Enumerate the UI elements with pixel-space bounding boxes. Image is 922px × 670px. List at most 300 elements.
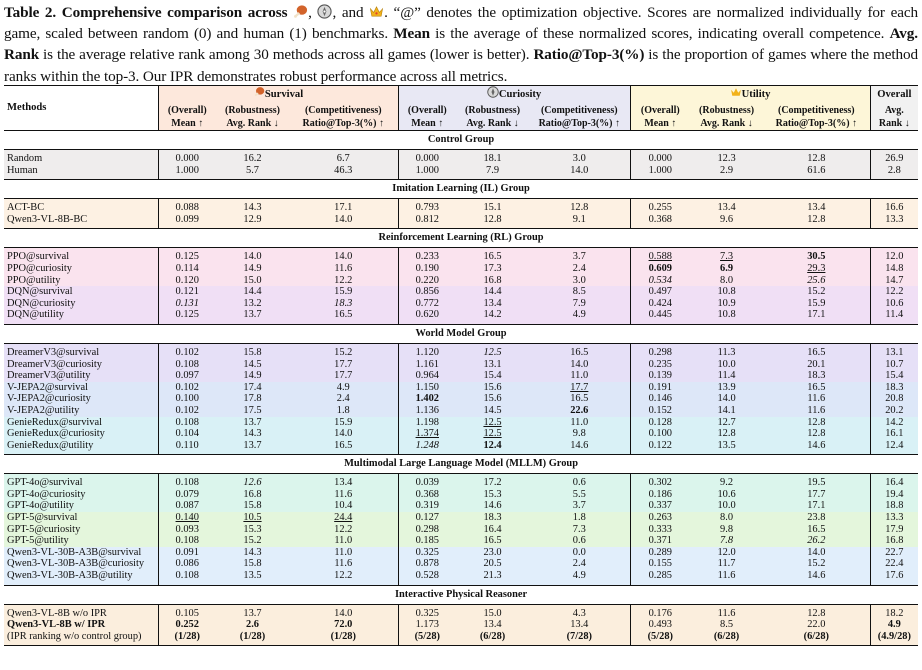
table-cell: 15.2 [807, 558, 826, 570]
group-title: Control Group [4, 131, 918, 150]
table-cell: 0.039 [398, 474, 456, 489]
table-cell: 14.0 [807, 546, 826, 558]
table-cell: 12.8 [529, 199, 630, 214]
table-cell: 0.371 [630, 535, 690, 547]
table-cell: 15.4 [483, 370, 502, 382]
table-cell: 0.493 [630, 619, 690, 631]
table-cell: 11.6 [334, 488, 353, 500]
table-cell: 13.4 [763, 199, 870, 214]
table-cell: 14.8 [870, 263, 918, 275]
group-header [4, 324, 918, 343]
table-cell: 12.0 [717, 546, 736, 558]
method-name: GPT-5@utility [7, 535, 69, 547]
method-name: V-JEPA2@curiosity [7, 393, 91, 405]
table-cell: 0.289 [630, 547, 690, 559]
table-cell: 12.2 [334, 570, 353, 582]
table-cell: 0.772 [398, 298, 456, 310]
table-row [4, 500, 918, 512]
method-name: Qwen3-VL-30B-A3B@curiosity [7, 558, 145, 570]
table-cell: 11.6 [334, 262, 353, 274]
table-cell: 2.4 [336, 393, 350, 405]
table-cell: 0.620 [398, 309, 456, 324]
table-cell: 15.8 [243, 558, 262, 570]
table-cell: 13.7 [243, 439, 262, 451]
table-cell: 18.2 [870, 604, 918, 619]
table-cell: 16.8 [483, 274, 502, 286]
table-row [4, 370, 918, 382]
table-row [4, 631, 918, 646]
table-cell: 13.7 [243, 416, 262, 428]
table-cell: 16.4 [870, 474, 918, 489]
table-cell: 12.2 [334, 523, 353, 535]
table-cell: 12.2 [870, 286, 918, 298]
table-cell: 0.097 [158, 370, 216, 382]
table-cell: 0.6 [572, 535, 586, 547]
table-row [4, 619, 918, 631]
table-cell: 22.0 [807, 619, 826, 631]
group-header [4, 180, 918, 199]
table-cell: 0.102 [158, 343, 216, 358]
drumstick-icon [293, 4, 308, 19]
table-cell: 13.9 [717, 381, 736, 393]
table-cell: 21.3 [483, 570, 502, 582]
table-cell: 22.7 [870, 547, 918, 559]
table-cell: 1.136 [398, 405, 456, 417]
table-cell: 12.2 [334, 274, 353, 286]
table-cell: 0.528 [398, 570, 456, 585]
table-cell: 0.000 [158, 150, 216, 165]
table-cell: 0.964 [398, 370, 456, 382]
method-name: GenieRedux@survival [7, 416, 102, 428]
table-row [4, 547, 918, 559]
table-cell: 13.4 [570, 619, 589, 631]
table-cell: 12.3 [690, 150, 763, 165]
table-cell: 1.8 [336, 404, 350, 416]
table-cell: 2.8 [870, 165, 918, 180]
table-cell: 0.333 [630, 524, 690, 536]
table-cell: 17.1 [807, 309, 826, 321]
table-cell: 3.7 [529, 248, 630, 263]
table-cell: 15.2 [289, 343, 398, 358]
table-cell: 14.2 [870, 417, 918, 429]
table-cell: 4.3 [529, 604, 630, 619]
table-cell: 0.099 [158, 214, 216, 229]
table-cell: 18.3 [807, 370, 826, 382]
table-cell: 14.5 [483, 404, 502, 416]
table-cell: (5/28) [398, 631, 456, 646]
table-cell: 9.8 [720, 523, 734, 535]
table-cell: 11.0 [334, 546, 353, 558]
method-name: Qwen3-VL-8B w/ IPR [7, 619, 106, 631]
header-methods: Methods [4, 86, 158, 131]
table-cell: 15.2 [807, 286, 826, 298]
table-cell: 14.0 [334, 428, 353, 440]
table-cell: 7.8 [720, 535, 734, 547]
table-cell: 14.0 [334, 213, 353, 225]
table-cell: 1.402 [398, 393, 456, 405]
table-cell: 0.325 [398, 547, 456, 559]
table-cell: 0.108 [158, 535, 216, 547]
table-cell: 1.374 [398, 428, 456, 440]
table-cell: 16.4 [483, 523, 502, 535]
table-cell: 17.9 [870, 524, 918, 536]
table-cell: 0.368 [630, 214, 690, 229]
table-cell: 13.5 [717, 439, 736, 451]
table-caption: Table 2. Comprehensive comparison across , , and . “@” denotes the optimization objective. Scores are normalized individually for each game, scaled between random (0) and human (1) benchmarks. Mean is the average of these normalized scores, indicating overall competence. Avg. Rank is the average relative rank among 30 methods across all games (lower is better). Ratio@Top-3(%) is the proportion of games where the method ranks within the top-3. Our IPR demonstrates robust performance across all metrics. [4, 4, 918, 85]
group-header [4, 585, 918, 604]
table-cell: 12.8 [807, 416, 826, 428]
table-cell: 1.000 [398, 165, 456, 180]
method-name: DQN@utility [7, 309, 64, 321]
table-cell: 14.0 [717, 393, 736, 405]
table-cell: 15.0 [456, 604, 529, 619]
table-cell: 16.6 [870, 199, 918, 214]
table-cell: 0.108 [158, 359, 216, 371]
table-cell: 0.110 [158, 440, 216, 455]
table-cell: 0.190 [398, 263, 456, 275]
table-cell: 10.8 [717, 309, 736, 321]
table-cell: 24.4 [334, 512, 353, 524]
table-cell: 16.8 [870, 535, 918, 547]
table-cell: 11.0 [570, 416, 589, 428]
table-cell: 29.3 [807, 262, 826, 274]
table-cell: 10.9 [717, 297, 736, 309]
table-cell: 10.6 [870, 298, 918, 310]
table-cell: 15.9 [807, 297, 826, 309]
table-cell: 11.4 [717, 370, 736, 382]
table-row [4, 440, 918, 455]
table-cell: 9.8 [572, 428, 586, 440]
table-cell: 0.337 [630, 500, 690, 512]
table-cell: (1/28) [289, 631, 398, 646]
table-cell: 9.6 [720, 213, 734, 225]
table-cell: 0.233 [398, 248, 456, 263]
table-cell: 13.1 [483, 358, 502, 370]
table-body [4, 131, 918, 646]
table-cell: 3.7 [572, 500, 586, 512]
table-cell: 0.263 [630, 512, 690, 524]
table-cell: 0.424 [630, 298, 690, 310]
table-cell: (6/28) [456, 631, 529, 646]
method-name: GenieRedux@curiosity [7, 428, 105, 440]
table-row [4, 474, 918, 489]
table-cell: 15.6 [483, 393, 502, 405]
table-cell: 0.609 [630, 263, 690, 275]
table-cell: 12.4 [870, 440, 918, 455]
table-cell: 13.2 [243, 297, 262, 309]
table-cell: 15.9 [334, 286, 353, 298]
table-cell: 15.8 [216, 343, 289, 358]
method-name: V-JEPA2@survival [7, 381, 88, 393]
table-cell: 0.102 [158, 405, 216, 417]
table-cell: 0.6 [529, 474, 630, 489]
table-cell: 0.104 [158, 428, 216, 440]
table-cell: 1.248 [398, 440, 456, 455]
table-cell: 0.793 [398, 199, 456, 214]
table-cell: 4.9 [336, 381, 350, 393]
table-cell: 14.3 [243, 546, 262, 558]
table-cell: 12.5 [483, 428, 502, 440]
table-row [4, 165, 918, 180]
method-name: PPO@survival [4, 248, 158, 263]
table-cell: 12.4 [483, 439, 502, 451]
header-utility: Utility [630, 86, 870, 105]
table-cell: (1/28) [216, 631, 289, 646]
table-cell: 13.1 [870, 343, 918, 358]
method-name: V-JEPA2@utility [7, 404, 80, 416]
table-row [4, 248, 918, 263]
table-cell: 0.114 [158, 263, 216, 275]
table-cell: 0.127 [398, 512, 456, 524]
table-cell: 13.3 [870, 512, 918, 524]
table-cell: 10.6 [717, 488, 736, 500]
table-cell: 11.3 [690, 343, 763, 358]
table-cell: 0.445 [630, 309, 690, 324]
table-cell: 0.125 [158, 248, 216, 263]
table-cell: 0.0 [572, 546, 586, 558]
table-row [4, 309, 918, 324]
table-cell: 10.4 [334, 500, 353, 512]
table-row [4, 286, 918, 298]
method-name: DreamerV3@curiosity [7, 358, 102, 370]
table-cell: 0.108 [158, 570, 216, 585]
table-cell: 0.000 [630, 150, 690, 165]
table-cell: 4.9 [870, 619, 918, 631]
table-cell: 16.5 [570, 393, 589, 405]
group-header [4, 131, 918, 150]
table-cell: 0.146 [630, 393, 690, 405]
table-cell: 13.4 [483, 297, 502, 309]
table-cell: 15.3 [243, 523, 262, 535]
table-cell: 0.093 [158, 524, 216, 536]
table-cell: 13.4 [289, 474, 398, 489]
table-cell: 7.9 [572, 297, 586, 309]
table-cell: 20.1 [807, 358, 826, 370]
table-cell: 22.6 [570, 404, 589, 416]
table-cell: 14.2 [483, 309, 502, 321]
table-cell: 17.7 [334, 358, 353, 370]
table-cell: 1.8 [572, 512, 586, 524]
table-cell: 15.6 [483, 381, 502, 393]
table-cell: 17.1 [807, 500, 826, 512]
table-cell: 14.0 [289, 604, 398, 619]
table-cell: 0.186 [630, 489, 690, 501]
table-cell: 18.3 [483, 512, 502, 524]
table-cell: 16.5 [529, 343, 630, 358]
table-cell: 12.5 [456, 343, 529, 358]
table-cell: 0.100 [158, 393, 216, 405]
table-cell: 11.6 [334, 558, 353, 570]
table-cell: 1.000 [158, 165, 216, 180]
table-cell: 16.8 [243, 488, 262, 500]
table-cell: 7.9 [486, 164, 500, 176]
table-cell: 16.5 [807, 523, 826, 535]
table-cell: 0.319 [398, 500, 456, 512]
table-row [4, 535, 918, 547]
method-name: Qwen3-VL-8B w/o IPR [4, 604, 158, 619]
table-cell: 1.198 [398, 417, 456, 429]
table-cell: 0.298 [398, 524, 456, 536]
table-cell: 25.6 [807, 274, 826, 286]
table-row [4, 199, 918, 214]
table-cell: 17.3 [483, 262, 502, 274]
table-cell: 0.235 [630, 359, 690, 371]
table-cell: 0.368 [398, 489, 456, 501]
table-cell: 72.0 [334, 619, 353, 631]
table-cell: 0.856 [398, 286, 456, 298]
method-name: DreamerV3@survival [4, 343, 158, 358]
table-cell: 61.6 [807, 164, 826, 176]
table-cell: 14.9 [243, 262, 262, 274]
table-cell: 12.8 [717, 428, 736, 440]
table-cell: 0.185 [398, 535, 456, 547]
table-row [4, 382, 918, 394]
table-cell: 14.0 [289, 248, 398, 263]
table-cell: 17.7 [334, 370, 353, 382]
table-row [4, 263, 918, 275]
table-row [4, 428, 918, 440]
table-cell: 23.8 [807, 512, 826, 524]
table-cell: 12.8 [763, 150, 870, 165]
table-row [4, 343, 918, 358]
table-cell: 0.325 [398, 604, 456, 619]
table-cell: 12.5 [483, 416, 502, 428]
table-cell: 0.139 [630, 370, 690, 382]
table-cell: 14.9 [243, 370, 262, 382]
table-cell: 15.8 [243, 500, 262, 512]
table-cell: 0.000 [398, 150, 456, 165]
table-cell: 23.0 [483, 546, 502, 558]
table-cell: 1.150 [398, 382, 456, 394]
table-cell: 8.5 [572, 286, 586, 298]
method-name: DQN@curiosity [7, 297, 76, 309]
table-cell: 1.120 [398, 343, 456, 358]
table-cell: 7.3 [572, 523, 586, 535]
table-cell: (6/28) [690, 631, 763, 646]
table-cell: (1/28) [158, 631, 216, 646]
table-cell: 16.5 [456, 248, 529, 263]
compass-icon [487, 86, 499, 98]
table-cell: 0.131 [158, 298, 216, 310]
method-name: GPT-4o@utility [7, 500, 74, 512]
table-cell: 1.173 [398, 619, 456, 631]
table-cell: 14.6 [570, 439, 589, 451]
table-cell: 2.6 [246, 619, 259, 631]
table-row [4, 570, 918, 585]
table-cell: 0.091 [158, 547, 216, 559]
table-cell: 13.5 [243, 570, 262, 582]
table-cell: 0.220 [398, 275, 456, 287]
method-name: Qwen3-VL-30B-A3B@utility [7, 570, 133, 582]
table-cell: 17.7 [807, 488, 826, 500]
table-cell: (5/28) [630, 631, 690, 646]
table-cell: 16.5 [807, 381, 826, 393]
table-cell: 0.255 [630, 199, 690, 214]
table-cell: 18.1 [456, 150, 529, 165]
table-cell: 14.3 [243, 428, 262, 440]
table-cell: 15.0 [243, 274, 262, 286]
table-cell: 17.2 [456, 474, 529, 489]
table-cell: 0.302 [630, 474, 690, 489]
group-title: Imitation Learning (IL) Group [4, 180, 918, 199]
table-cell: 12.8 [763, 604, 870, 619]
table-row [4, 512, 918, 524]
table-cell: 15.3 [483, 488, 502, 500]
table-cell: 7.3 [690, 248, 763, 263]
table-cell: 0.252 [158, 619, 216, 631]
table-cell: 0.086 [158, 558, 216, 570]
table-row [4, 417, 918, 429]
table-cell: 3.0 [529, 150, 630, 165]
table-cell: 14.0 [216, 248, 289, 263]
table-cell: 12.0 [870, 248, 918, 263]
table-cell: 6.9 [720, 262, 734, 274]
table-cell: 0.102 [158, 382, 216, 394]
table-cell: 12.6 [216, 474, 289, 489]
table-cell: 14.0 [570, 358, 589, 370]
table-cell: 11.4 [870, 309, 918, 324]
table-cell: 8.0 [720, 274, 734, 286]
table-cell: (6/28) [763, 631, 870, 646]
table-cell: 13.4 [690, 199, 763, 214]
table-cell: 0.087 [158, 500, 216, 512]
table-cell: 11.6 [807, 404, 826, 416]
caption-lead: Table 2. [4, 4, 57, 21]
method-name: GPT-4o@curiosity [7, 488, 86, 500]
method-name: ACT-BC [4, 199, 158, 214]
group-title: World Model Group [4, 324, 918, 343]
table-cell: 3.0 [572, 274, 586, 286]
method-name: PPO@utility [7, 274, 61, 286]
table-cell: 11.7 [717, 558, 736, 570]
table-cell: 16.1 [870, 428, 918, 440]
table-cell: 11.0 [570, 370, 589, 382]
table-cell: 15.1 [456, 199, 529, 214]
header-curiosity: Curiosity [398, 86, 630, 105]
table-cell: 4.9 [572, 309, 586, 321]
method-name: GPT-5@curiosity [7, 523, 81, 535]
table-row [4, 275, 918, 287]
caption-lead-bold: Comprehensive comparison across [61, 4, 288, 21]
table-cell: 20.5 [483, 558, 502, 570]
table-cell: 2.4 [572, 558, 586, 570]
header-overall: Overall [870, 86, 918, 105]
table-cell: 0.191 [630, 382, 690, 394]
table-cell: 0.120 [158, 275, 216, 287]
table-cell: 12.8 [483, 213, 502, 225]
table-row [4, 150, 918, 165]
table-cell: 10.7 [870, 359, 918, 371]
table-cell: 14.5 [243, 358, 262, 370]
table-cell: 4.9 [572, 570, 586, 582]
table-cell: 0.088 [158, 199, 216, 214]
method-name: (IPR ranking w/o control group) [4, 631, 158, 646]
table-cell: (4.9/28) [870, 631, 918, 646]
method-name: PPO@curiosity [7, 262, 72, 274]
table-row [4, 558, 918, 570]
method-name: Qwen3-VL-30B-A3B@survival [7, 546, 142, 558]
group-title: Reinforcement Learning (RL) Group [4, 229, 918, 248]
table-cell: 6.7 [289, 150, 398, 165]
table-cell: 13.3 [870, 214, 918, 229]
table-cell: 14.4 [483, 286, 502, 298]
table-cell: 10.0 [717, 500, 736, 512]
table-cell: 11.6 [690, 604, 763, 619]
table-cell: 14.6 [807, 439, 826, 451]
table-cell: 16.5 [483, 535, 502, 547]
table-cell: 11.6 [807, 393, 826, 405]
table-row [4, 214, 918, 229]
